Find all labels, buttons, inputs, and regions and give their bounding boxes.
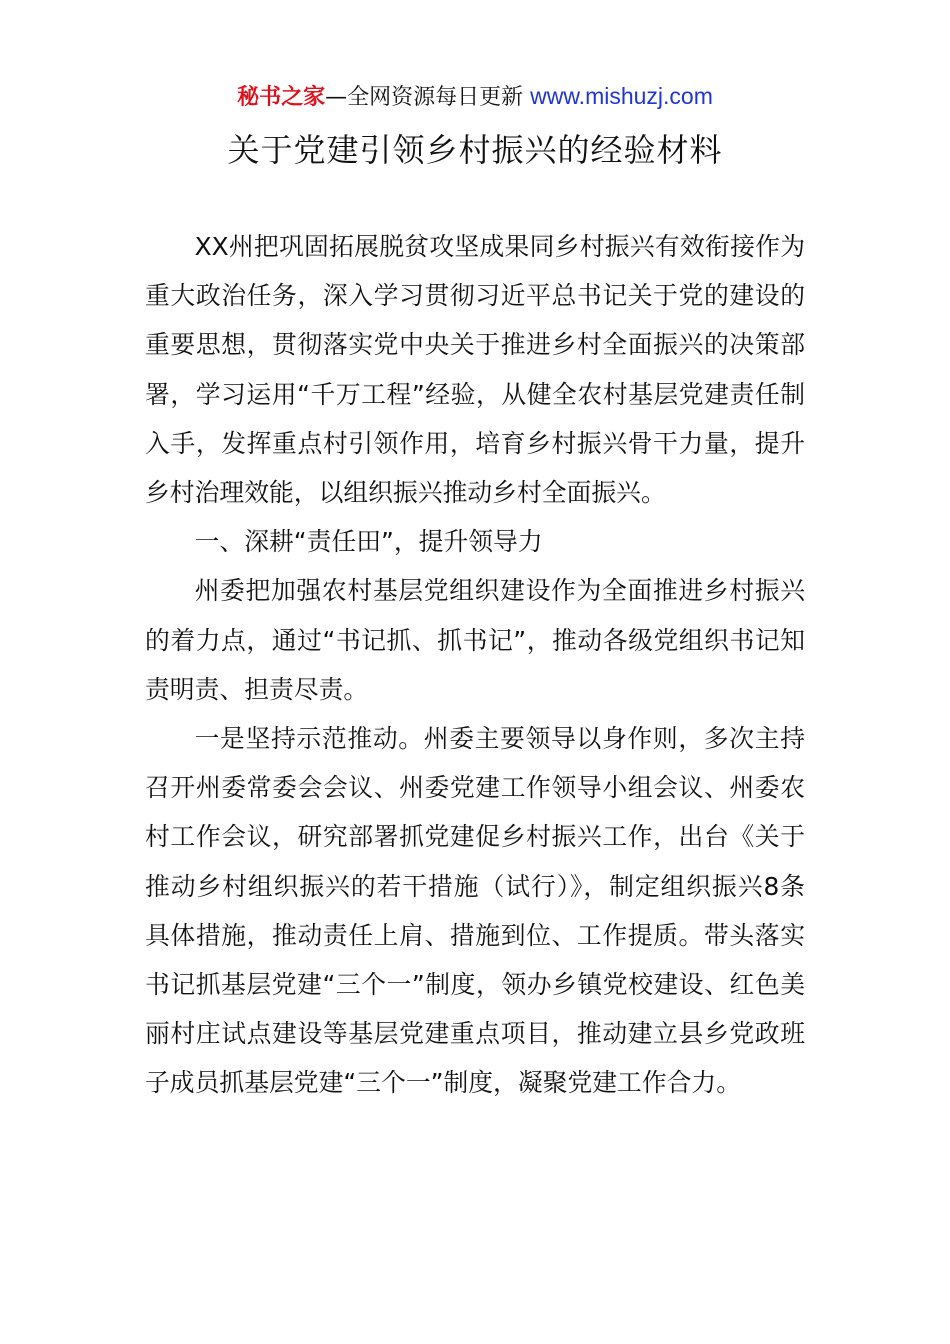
site-tagline: —全网资源每日更新 [325, 85, 524, 110]
intro-paragraph: XX州把巩固拓展脱贫攻坚成果同乡村振兴有效衔接作为重大政治任务，深入学习贯彻习近平总书记关于党的建设的重要思想，贯彻落实党中央关于推进乡村全面振兴的决策部署，学习运用“千万工程”经验，从健全农村基层党建责任制入手，发挥重点村引领作用，培育乡村振兴骨干力量，提升乡村治理效能，以组织振兴推动乡村全面振兴。 [145, 232, 805, 508]
brand-name: 秘书之家 [237, 85, 326, 110]
site-url-link[interactable]: www.mishuzj.com [530, 83, 713, 109]
document-body [145, 222, 805, 1108]
point-paragraph: 一是坚持示范推动。州委主要领导以身作则，多次主持召开州委常委会会议、州委党建工作领导小组会议、州委农村工作会议，研究部署抓党建促乡村振兴工作，出台《关于推动乡村组织振兴的若干措施（试行）》，制定组织振兴8条具体措施，推动责任上肩、措施到位、工作提质。带头落实书记抓基层党建“三个一”制度，领办乡镇党校建设、红色美丽村庄试点建设等基层党建重点项目，推动建立县乡党政班子成员抓基层党建“三个一”制度，凝聚党建工作合力。 [145, 724, 805, 1098]
section-paragraph: 州委把加强农村基层党组织建设作为全面推进乡村振兴的着力点，通过“书记抓、抓书记”，推动各级党组织书记知责明责、担责尽责。 [145, 576, 805, 704]
document-title: 关于党建引领乡村振兴的经验材料 [227, 131, 723, 169]
site-header [0, 80, 950, 114]
section-heading: 一、深耕“责任田”，提升领导力 [194, 527, 543, 557]
